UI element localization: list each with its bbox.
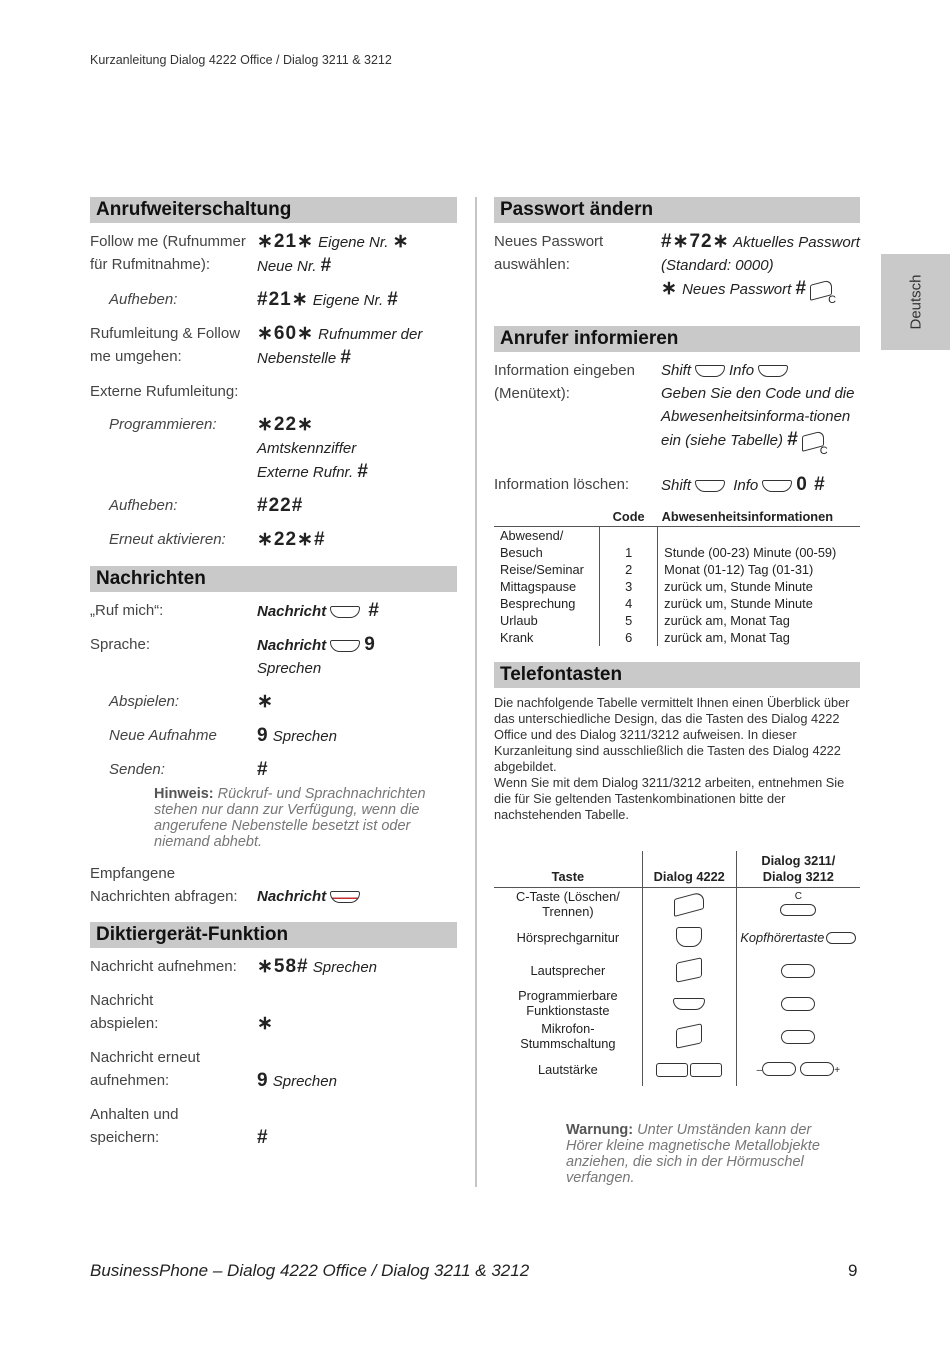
text: Eigene Nr. [312,292,384,309]
value [661,230,860,312]
row-aufheben-2 [90,494,457,518]
key-table-header: Dialog 4222 [642,851,736,888]
code-table-header: Code [600,507,658,527]
mute-key-icon [642,1020,736,1053]
table-cell [600,527,658,545]
label: Externe Rufumleitung: [90,383,239,400]
table-cell [658,527,860,545]
table-row [494,921,860,954]
label: „Ruf mich“: [90,602,164,619]
label: Programmieren: [109,416,217,433]
label: Neue Aufnahme [109,727,217,744]
table-cell: zurück am, Monat Tag [664,613,790,628]
code-table [494,507,860,646]
footer-title: BusinessPhone – Dialog 4222 Office / Dialog 3211 & 3212 [90,1261,530,1280]
key-label: Kopfhörertaste [740,929,825,945]
value [257,322,457,370]
key-code: 9 [364,634,376,655]
running-header: Kurzanleitung Dialog 4222 Office / Dialog 3211 & 3212 [90,53,392,67]
table-cell: zurück um, Stunde Minute [664,596,813,611]
table-cell: 1 [600,544,658,561]
row-externe [90,380,457,403]
value [257,633,457,680]
c-key-letter: C [794,890,802,902]
label: Neues Passwort auswählen: [494,233,604,273]
value [257,288,457,312]
key-name: Programmierbare Funktionstaste [518,988,618,1018]
info-key-icon [758,365,788,377]
row-info-loeschen [494,473,860,497]
value [220,1046,457,1093]
text: Geben Sie den Code und die Abwesenheitsinforma-tionen ein (siehe Tabelle) [661,385,855,449]
headset-key-icon [642,921,736,954]
table-cell: 2 [600,561,658,578]
c-key-icon [642,888,736,921]
table-row [494,595,860,612]
table-cell: Mittagspause [500,579,577,594]
key-code: #∗72∗ [661,231,730,252]
table-row [494,1053,860,1086]
volume-key-3212 [736,1053,860,1086]
table-cell: 4 [600,595,658,612]
text: Nachricht [257,603,327,620]
c-key-letter: C [819,445,828,457]
table-cell: Monat (01-12) Tag (01-31) [664,562,814,577]
key-code: ∗ [257,691,274,712]
code-table-header [494,507,600,527]
hinweis-note [154,786,457,850]
row-info-eingeben [494,359,860,463]
headset-key-3212 [736,921,860,954]
row-erneut-aufnehmen [90,1046,457,1093]
message-key-icon [330,640,360,652]
table-cell: 5 [600,612,658,629]
text: Sprechen [272,728,337,745]
text: Nachricht [257,888,327,905]
warning-label: Warnung: [566,1121,634,1138]
text: Sprechen [257,660,322,677]
label: Information eingeben (Menütext): [494,362,635,402]
mute-key-3212-icon [736,1020,860,1053]
row-empfangene [90,862,457,908]
table-row [494,578,860,595]
row-aufheben [90,288,457,312]
value [257,599,457,623]
row-follow-me [90,230,457,278]
table-cell: Krank [500,630,534,645]
key-code: ∗22∗# [257,529,326,550]
intro-paragraph-2: Wenn Sie mit dem Dialog 3211/3212 arbeiten, entnehmen Sie die für Sie geltenden Tastenkombinationen bitte der nachstehenden Tabelle. [494,775,845,822]
value [661,473,860,497]
table-row [494,629,860,646]
label: Empfangene Nachrichten abfragen: [90,865,238,905]
warning-text: Unter Umständen kann der Hörer kleine magnetische Metallobjekte anziehen, die sich in der Hörmuschel verfangen. [566,1121,820,1186]
section-anrufer-informieren: Anrufer informieren [494,326,860,352]
text: Sprechen [272,1073,337,1090]
table-cell: zurück um, Stunde Minute [664,579,813,594]
language-tab [881,254,950,350]
text: Externe Rufnr. [257,464,354,481]
key-code: ∗60∗ [257,323,314,344]
value [661,359,860,463]
text: Neues Passwort [682,281,792,298]
text: Info [729,362,755,379]
key-code: # [257,759,269,780]
page-number: 9 [848,1261,858,1280]
key-code: ∗22∗ [257,414,314,435]
label: Nachricht erneut aufnehmen: [90,1049,201,1089]
table-row [494,888,860,921]
value [220,1103,457,1150]
key-code: ∗ [257,1013,274,1034]
value [220,989,457,1036]
key-code: #21∗ [257,289,309,310]
table-cell: Stunde (00-23) Minute (00-59) [664,545,837,560]
code-table-body [494,527,860,647]
row-neue-aufnahme [90,724,457,748]
section-diktiergeraet: Diktiergerät-Funktion [90,922,457,948]
row-erneut [90,528,457,552]
value [257,230,457,278]
c-key-letter: C [828,294,837,306]
label: Abspielen: [109,693,180,710]
key-code: ∗ [392,231,410,252]
table-row [494,527,860,545]
row-abspielen [90,690,457,714]
row-programmieren [90,413,457,484]
label: Nachricht aufnehmen: [90,958,237,975]
text: Eigene Nr. [318,234,389,251]
text: Shift [661,362,692,379]
label: Erneut aktivieren: [109,531,226,548]
note-text: Rückruf- und Sprachnachrichten stehen nur dann zur Verfügung, wenn die angerufene Nebenstelle besetzt ist oder niemand abhebt. [154,786,426,850]
value [257,528,457,552]
key-code: # [368,600,380,621]
info-key-icon [762,480,792,492]
table-row [494,954,860,987]
key-table-header: Dialog 3211/ Dialog 3212 [736,851,860,888]
row-sprache [90,633,457,680]
label: Aufheben: [109,497,178,514]
key-comparison-table [494,851,860,1086]
message-key-lit-icon [330,891,360,903]
label: Sprache: [90,636,151,653]
key-code: # [357,461,369,482]
column-divider [475,197,477,1187]
key-code: #22# [257,495,304,516]
table-cell: 6 [600,629,658,646]
key-name: C-Taste (Löschen/ Trennen) [515,889,620,920]
key-code: ∗58# [257,956,309,977]
section-telefontasten: Telefontasten [494,662,860,688]
label: Aufheben: [109,291,178,308]
language-tab-label: Deutsch [907,274,924,330]
warning-note [566,1122,846,1186]
section-anrufweiterschaltung: Anrufweiterschaltung [90,197,457,223]
text: Sprechen [312,959,378,976]
key-name: Hörsprechgarnitur [516,929,620,945]
key-code: # [787,429,799,450]
key-code: # [795,278,808,299]
table-row [494,561,860,578]
value [257,413,457,484]
volume-minus: – [756,1064,763,1076]
section-passwort: Passwort ändern [494,197,860,223]
key-name: Lautsprecher [530,962,606,978]
text: Aktuelles Passwort (Standard: 0000) [661,234,860,274]
text: Rufnummer der Nebenstelle [257,326,423,367]
table-row [494,1020,860,1053]
value [257,494,457,518]
key-name: Mikrofon-Stummschaltung [520,1021,616,1051]
section-nachrichten: Nachrichten [90,566,457,592]
code-table-header: Abwesenheitsinformationen [658,507,860,527]
row-aufnehmen [90,955,457,979]
table-row [494,987,860,1020]
label: Anhalten und speichern: [90,1106,179,1146]
row-anhalten [90,1103,457,1150]
speaker-key-icon [642,954,736,987]
text: Amtskennziffer [257,440,357,457]
label: Follow me (Rufnummer für Rufmitnahme): [90,233,246,273]
row-abspielen-diktat [90,989,457,1036]
text: Nachricht [257,637,327,654]
table-cell: Abwesend/ [500,528,564,543]
value [257,724,457,748]
text: Neue Nr. [257,258,317,275]
label: Nachricht abspielen: [90,992,159,1032]
label: Information löschen: [494,476,630,493]
value [257,955,457,979]
volume-key-icon [642,1053,736,1086]
key-code: ∗21∗ [257,231,314,252]
intro-paragraph: Die nachfolgende Tabelle vermittelt Ihnen einen Überblick über das unterschiedliche Design, das die Tasten des Dialog 4222 Office und des Dialog 3211/3212 aufweisen. In dieser Kurzanleitung sind ausschließlich die Tasten des Dialog 4222 abgebildet. [494,695,850,774]
row-ruf-mich [90,599,457,623]
table-cell: 3 [600,578,658,595]
shift-key-icon [695,365,725,377]
text: Info [733,477,759,494]
function-key-icon [642,987,736,1020]
key-code: # [340,347,352,368]
row-senden [90,758,457,782]
speaker-key-3212-icon [736,954,860,987]
value [257,862,457,908]
key-code: # [257,1127,269,1148]
c-key-3212-icon [736,888,860,921]
value [257,690,457,714]
left-column [90,197,457,1160]
table-cell: Besuch [500,545,543,560]
table-cell: Reise/Seminar [500,562,584,577]
function-key-3212-icon [736,987,860,1020]
volume-plus: + [834,1064,841,1076]
right-column [494,197,860,1186]
note-label: Hinweis: [154,786,214,802]
text: Shift [661,477,692,494]
key-code: ∗ [661,278,678,299]
label: Senden: [109,761,165,778]
table-row [494,544,860,561]
table-row [494,612,860,629]
row-passwort [494,230,860,312]
key-table-header: Taste [494,851,642,888]
table-cell: Besprechung [500,596,576,611]
key-code: # [387,289,399,310]
value [257,758,457,782]
table-cell: Urlaub [500,613,538,628]
key-code: 0 # [796,474,826,495]
key-code: # [320,255,333,276]
shift-key-icon [695,480,725,492]
message-key-icon [330,606,360,618]
key-name: Lautstärke [537,1061,598,1077]
label: Rufumleitung & Follow me umgehen: [90,325,241,365]
key-code: 9 [257,725,269,746]
table-cell: zurück am, Monat Tag [664,630,790,645]
row-rufumleitung [90,322,457,370]
key-code: 9 [257,1070,269,1091]
